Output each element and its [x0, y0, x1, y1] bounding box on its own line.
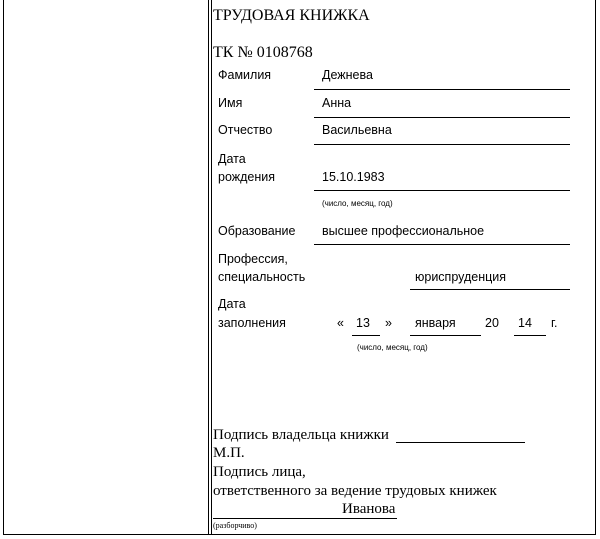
column-divider	[208, 0, 209, 535]
name-underline	[314, 117, 570, 118]
official-name: Иванова	[342, 501, 396, 517]
fill-date-quote-close: »	[385, 316, 392, 330]
patronymic-underline	[314, 144, 570, 145]
stamp-mark: М.П.	[213, 445, 245, 461]
surname-label: Фамилия	[218, 68, 272, 82]
owner-signature-label: Подпись владельца книжки	[213, 427, 389, 443]
education-underline	[314, 244, 570, 245]
fill-date-label-line2: заполнения	[218, 316, 286, 330]
owner-signature-line	[396, 442, 525, 443]
fill-date-label-line1: Дата	[218, 297, 246, 311]
education-label: Образование	[218, 224, 296, 238]
profession-label-line1: Профессия,	[218, 252, 288, 266]
fill-date-day: 13	[356, 316, 370, 330]
birthdate-label-line1: Дата	[218, 152, 246, 166]
patronymic-value: Васильевна	[322, 123, 392, 137]
document-number: ТК № 0108768	[213, 44, 313, 61]
name-value: Анна	[322, 96, 352, 110]
name-label: Имя	[218, 96, 243, 110]
fill-date-year-suffix: г.	[551, 316, 558, 330]
page-frame	[3, 0, 596, 535]
official-signature-label-line2: ответственного за ведение трудовых книжек	[213, 483, 497, 499]
surname-underline	[314, 89, 570, 90]
official-signature-line	[213, 518, 397, 519]
profession-value: юриспруденция	[415, 270, 507, 284]
fill-date-month: января	[415, 316, 456, 330]
birthdate-value: 15.10.1983	[322, 170, 385, 184]
profession-underline	[410, 289, 570, 290]
surname-value: Дежнева	[322, 68, 373, 82]
patronymic-label: Отчество	[218, 123, 273, 137]
fill-date-year-underline	[514, 335, 546, 336]
birthdate-underline	[314, 190, 570, 191]
fill-date-year: 14	[518, 316, 532, 330]
legible-hint: (разборчиво)	[213, 521, 257, 530]
birthdate-hint: (число, месяц, год)	[322, 199, 393, 208]
document-title: ТРУДОВАЯ КНИЖКА	[213, 7, 370, 24]
official-signature-label-line1: Подпись лица,	[213, 464, 306, 480]
fill-date-day-underline	[352, 335, 380, 336]
birthdate-label-line2: рождения	[218, 170, 276, 184]
fill-date-century: 20	[485, 316, 499, 330]
fill-date-hint: (число, месяц, год)	[357, 343, 428, 352]
column-divider-inner	[211, 0, 212, 535]
fill-date-quote-open: «	[337, 316, 344, 330]
profession-label-line2: специальность	[218, 270, 306, 284]
fill-date-month-underline	[410, 335, 481, 336]
education-value: высшее профессиональное	[322, 224, 485, 238]
